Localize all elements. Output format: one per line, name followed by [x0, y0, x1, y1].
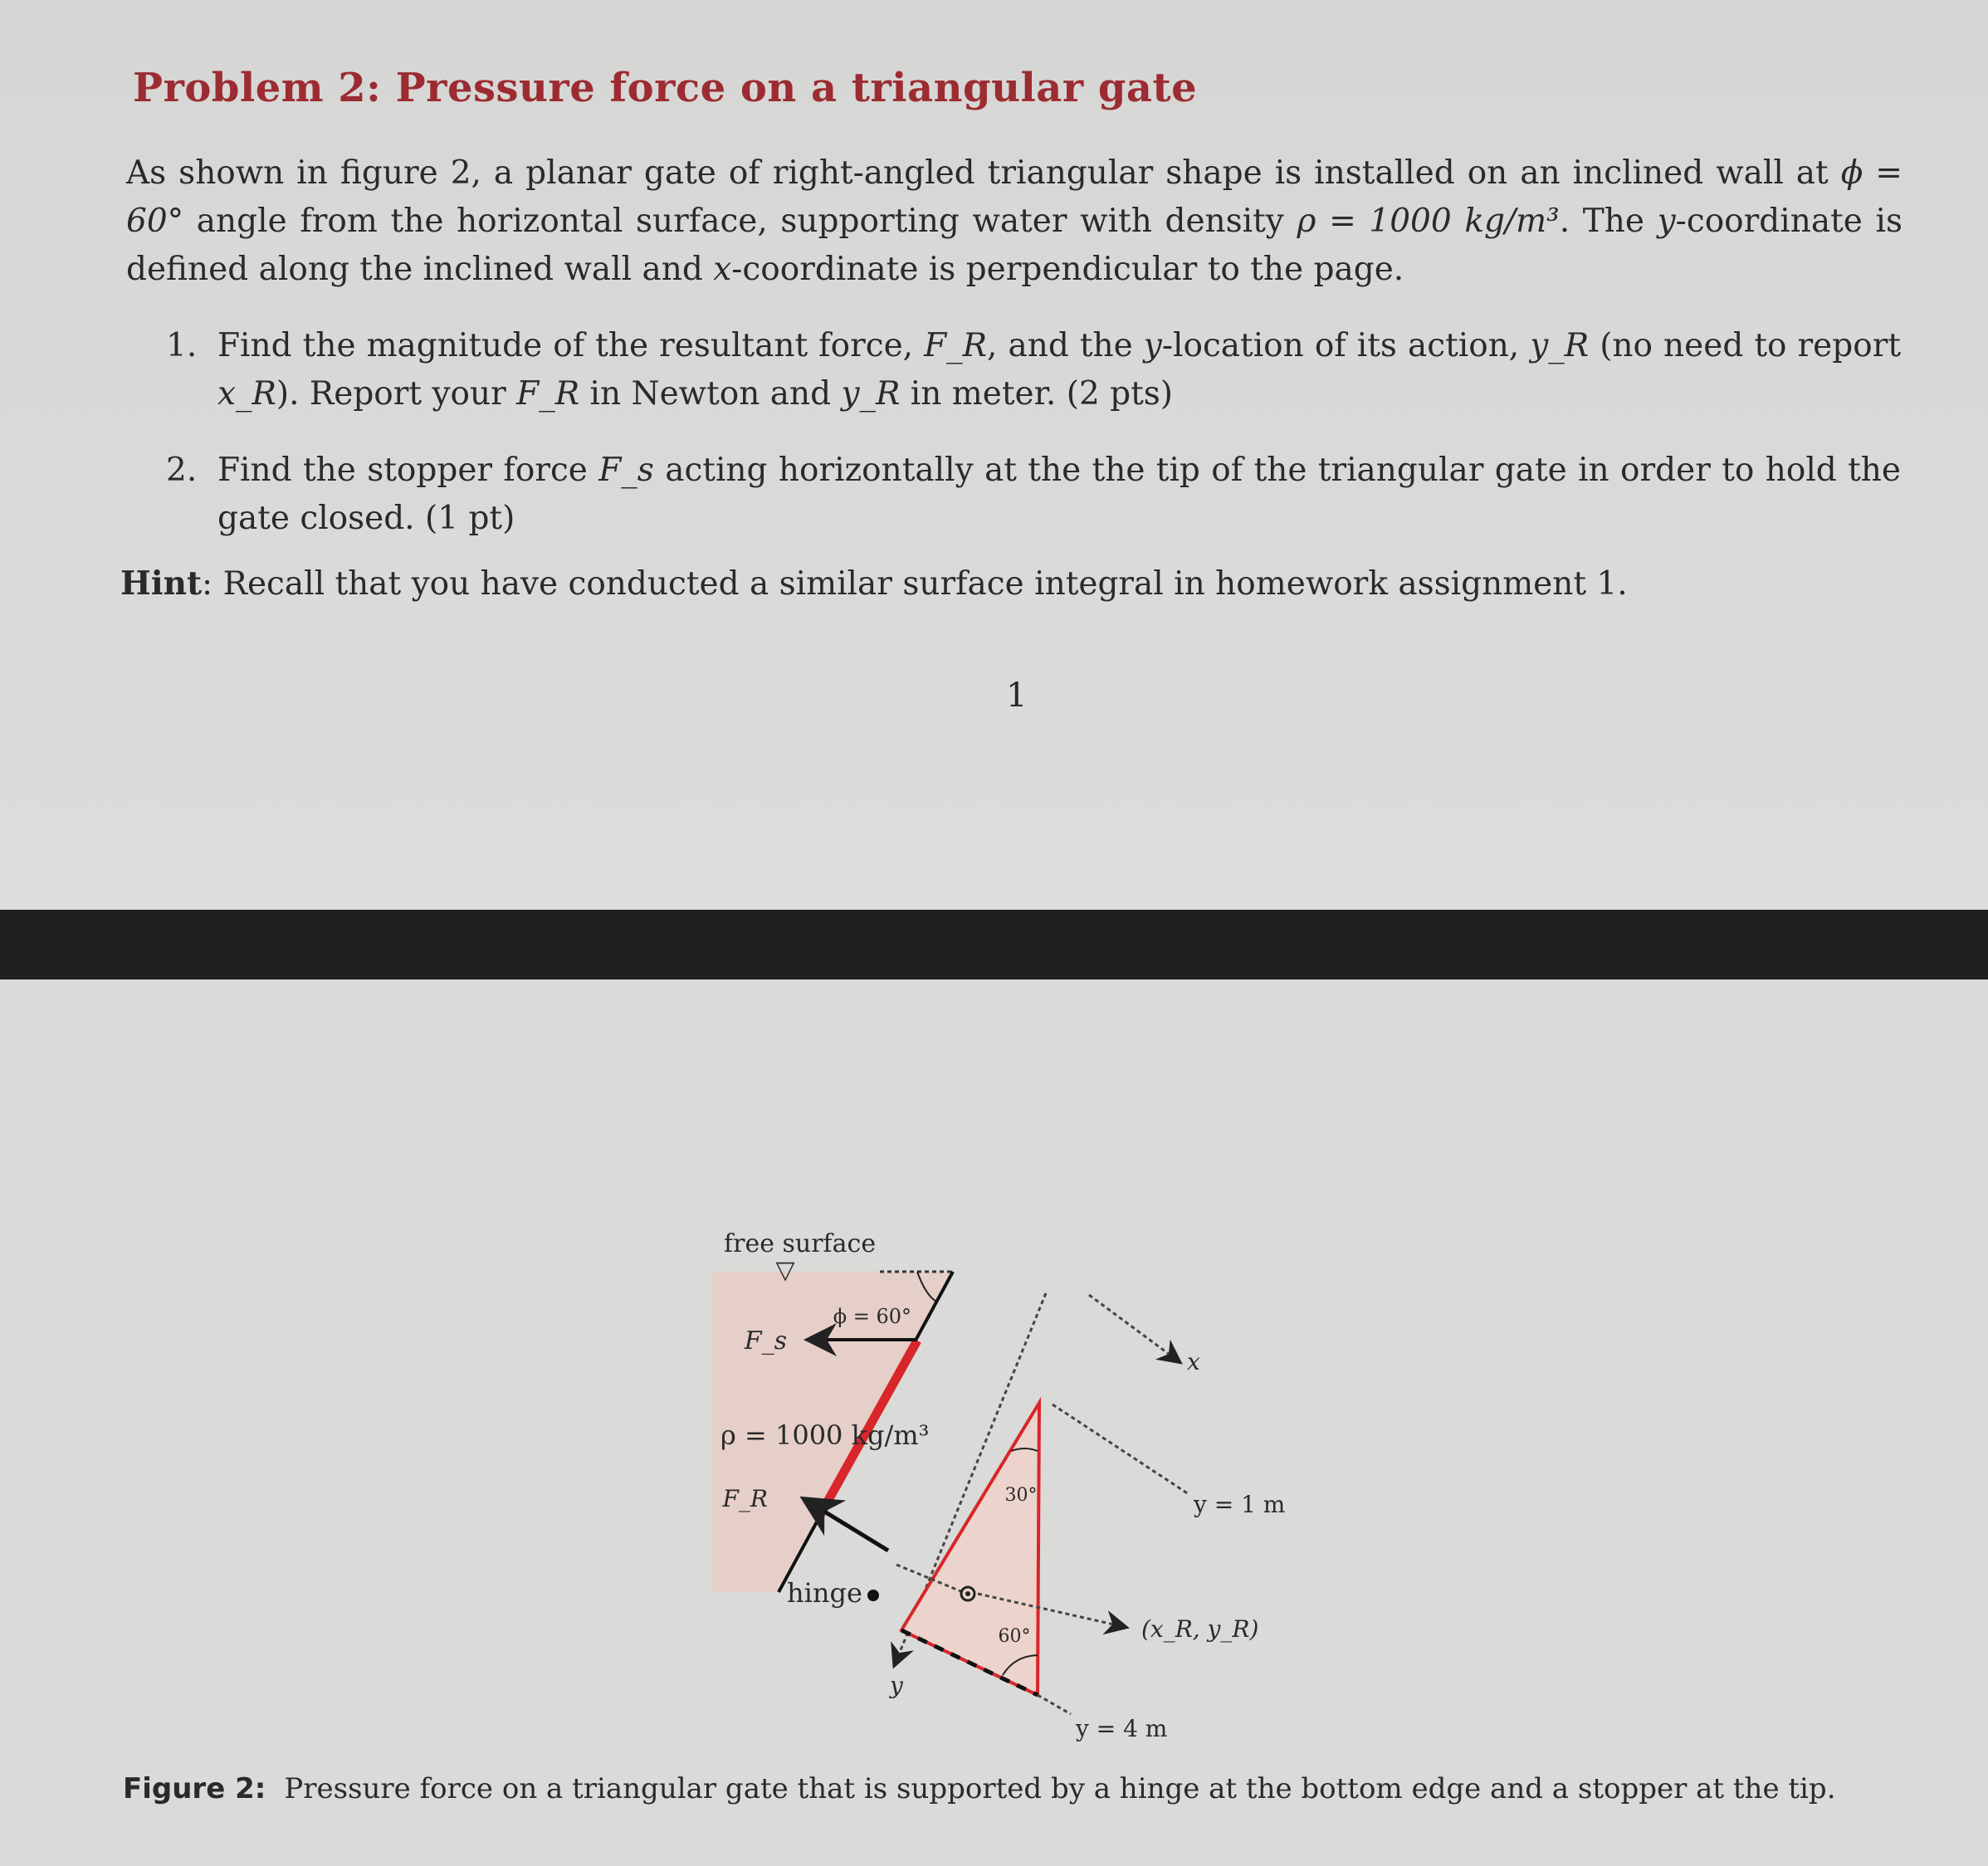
- resultant-force-label: F_R: [722, 1485, 768, 1512]
- text: angle from the horizontal surface, supporting water with density: [183, 203, 1297, 240]
- y4-reference: [1038, 1695, 1071, 1714]
- item-number: 1.: [166, 327, 198, 364]
- hint-text: : Recall that you have conducted a similar surface integral in homework assignment 1.: [202, 565, 1628, 603]
- caption-text: Pressure force on a triangular gate that is supported by a hinge at the bottom edge and a stopper at the tip.: [284, 1772, 1836, 1805]
- text: -location of its action,: [1161, 327, 1531, 364]
- x-axis-label: x: [1187, 1348, 1200, 1375]
- hinge-dot: [867, 1590, 879, 1601]
- text: in Newton and: [579, 375, 842, 413]
- text: As shown in figure 2, a planar gate of right-angled triangular shape is installed on an inclined wall at: [126, 154, 1841, 192]
- angle-30-label: 30°: [1004, 1485, 1038, 1506]
- var: F_s: [598, 452, 654, 489]
- y-axis-label: y: [890, 1672, 903, 1699]
- centroid-label: (x_R, y_R): [1141, 1615, 1259, 1643]
- density-label: ρ = 1000 kg/m³: [720, 1419, 930, 1451]
- centroid-dot: [965, 1591, 970, 1596]
- var: F_R: [924, 327, 988, 364]
- var: y_R: [1530, 327, 1590, 364]
- text: , and the: [987, 327, 1144, 364]
- y4-label: y = 4 m: [1076, 1715, 1168, 1742]
- page-number: 1: [1006, 677, 1028, 715]
- text: -coordinate is perpendicular to the page.: [731, 251, 1404, 288]
- x-var: x: [713, 251, 732, 288]
- x-axis: [1089, 1295, 1179, 1361]
- var: F_R: [516, 375, 580, 413]
- item-number: 2.: [166, 452, 198, 489]
- var: y: [1143, 327, 1162, 364]
- phi-equation: ϕ = 60°: [126, 154, 1903, 240]
- text: ). Report your: [276, 375, 517, 413]
- var: y_R: [841, 375, 901, 413]
- phi-label: ϕ = 60°: [833, 1305, 911, 1328]
- stopper-force-label: F_s: [744, 1326, 787, 1356]
- figure-caption: [123, 1772, 1836, 1805]
- text: (no need to report: [1589, 327, 1902, 364]
- text: . The: [1559, 203, 1658, 240]
- text: acting horizontally at the the tip of the triangular gate in order to hold the gate closed. (1 pt): [217, 452, 1901, 537]
- caption-label: Figure 2:: [123, 1772, 266, 1805]
- free-surface-label: free surface: [724, 1229, 877, 1258]
- resultant-force-arrow: [807, 1501, 888, 1551]
- y1-label: y = 1 m: [1194, 1491, 1286, 1518]
- hinge-label: hinge: [787, 1577, 862, 1609]
- var: x_R: [217, 375, 276, 413]
- text: Find the stopper force: [217, 452, 599, 489]
- rho-equation: ρ = 1000 kg/m³: [1297, 203, 1560, 240]
- text: Find the magnitude of the resultant force,: [217, 327, 925, 364]
- y-var: y: [1657, 203, 1676, 240]
- angle-60-label: 60°: [998, 1626, 1031, 1647]
- free-surface-triangle-icon: ▽: [775, 1256, 795, 1285]
- hint-label: Hint: [120, 564, 203, 603]
- text: in meter. (2 pts): [900, 375, 1174, 413]
- problem-title: Problem 2: Pressure force on a triangular gate: [133, 65, 1198, 111]
- y1-reference: [1053, 1404, 1189, 1494]
- text: -coordinate is defined along the inclined wall and: [126, 203, 1903, 288]
